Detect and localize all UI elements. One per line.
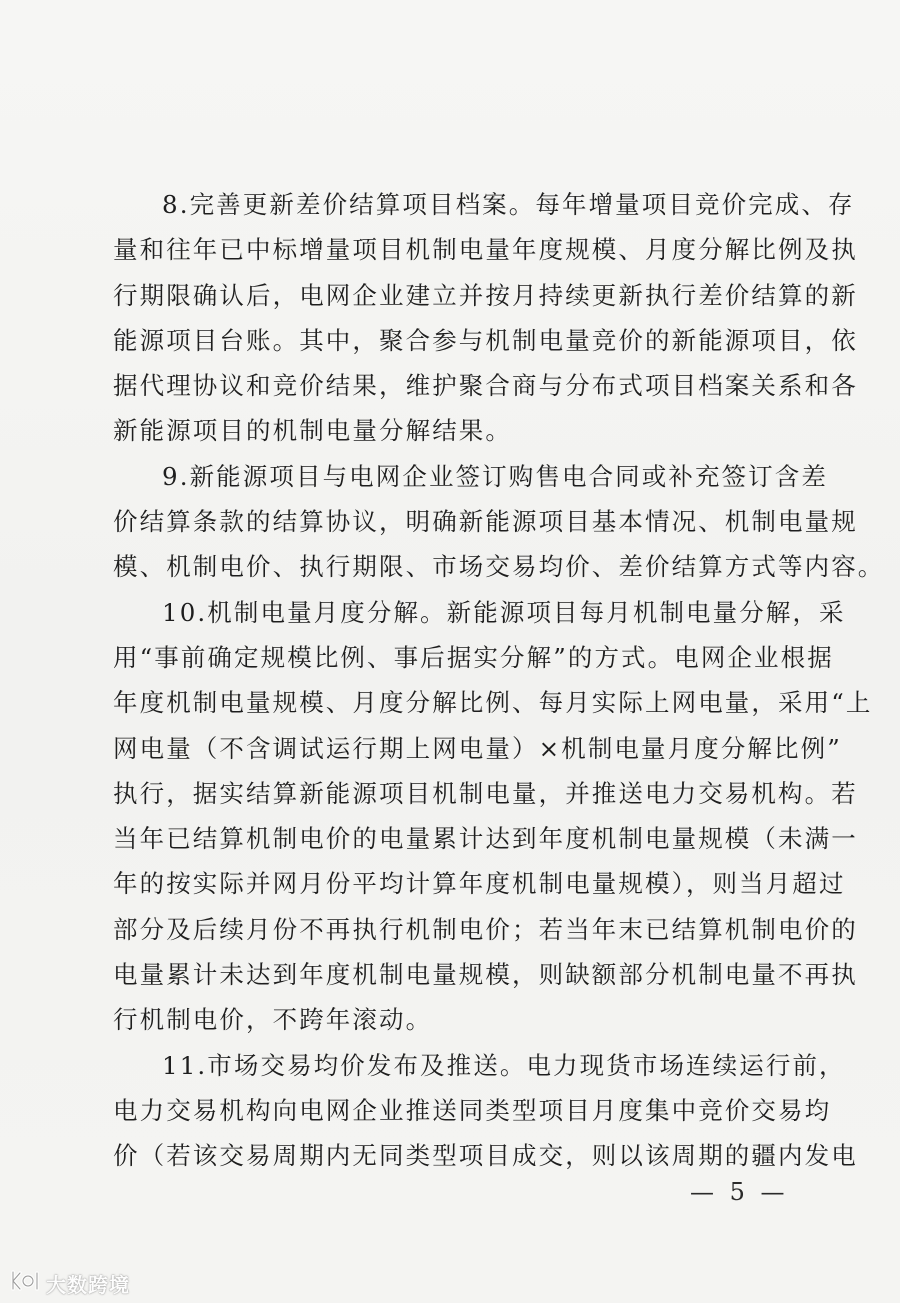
text-line: 新能源项目的机制电量分解结果。 (113, 416, 512, 446)
text-line: 模、机制电价、执行期限、市场交易均价、差价结算方式等内容。 (113, 552, 885, 582)
watermark-text: 大数跨境 (46, 1272, 130, 1297)
paragraph-11 (113, 1043, 858, 1179)
paragraph-10 (113, 590, 873, 1043)
text-line: 电力交易机构向电网企业推送同类型项目月度集中竞价交易均 (113, 1095, 832, 1125)
text-line: 行机制电价，不跨年滚动。 (113, 1005, 433, 1035)
text-line: 11.市场交易均价发布及推送。电力现货市场连续运行前， (162, 1050, 846, 1080)
text-line: 行期限确认后，电网企业建立并按月持续更新执行差价结算的新 (113, 280, 858, 310)
text-line: 10.机制电量月度分解。新能源项目每月机制电量分解，采 (162, 597, 846, 627)
kol-logo-icon (8, 1268, 42, 1298)
page-number: — 5 — (690, 1178, 789, 1206)
text-line: 年度机制电量规模、月度分解比例、每月实际上网电量，采用“上 (113, 688, 873, 718)
text-line: 用“事前确定规模比例、事后据实分解”的方式。电网企业根据 (113, 642, 834, 672)
text-line: 电量累计未达到年度机制电量规模，则缺额部分机制电量不再执 (113, 960, 858, 990)
document-body (113, 182, 885, 1179)
text-line: 能源项目台账。其中，聚合参与机制电量竞价的新能源项目，依 (113, 325, 858, 355)
text-line: 当年已结算机制电价的电量累计达到年度机制电量规模（未满一 (113, 824, 858, 854)
paragraph-9 (113, 454, 885, 590)
paragraph-8 (113, 182, 858, 454)
text-line: 网电量（不含调试运行期上网电量）×机制电量月度分解比例” (113, 733, 842, 763)
text-line: 年的按实际并网月份平均计算年度机制电量规模），则当月超过 (113, 869, 846, 899)
text-line: 据代理协议和竞价结果，维护聚合商与分布式项目档案关系和各 (113, 371, 858, 401)
text-line: 执行，据实结算新能源项目机制电量，并推送电力交易机构。若 (113, 778, 858, 808)
text-line: 8.完善更新差价结算项目档案。每年增量项目竞价完成、存 (162, 190, 855, 219)
text-line: 价（若该交易周期内无同类型项目成交，则以该周期的疆内发电 (113, 1141, 858, 1171)
text-line: 价结算条款的结算协议，明确新能源项目基本情况、机制电量规 (113, 507, 858, 537)
text-line: 部分及后续月份不再执行机制电价；若当年末已结算机制电价的 (113, 914, 858, 944)
text-line: 量和往年已中标增量项目机制电量年度规模、月度分解比例及执 (113, 235, 858, 265)
watermark (8, 1268, 130, 1298)
text-line: 9.新能源项目与电网企业签订购售电合同或补充签订含差 (162, 461, 828, 491)
